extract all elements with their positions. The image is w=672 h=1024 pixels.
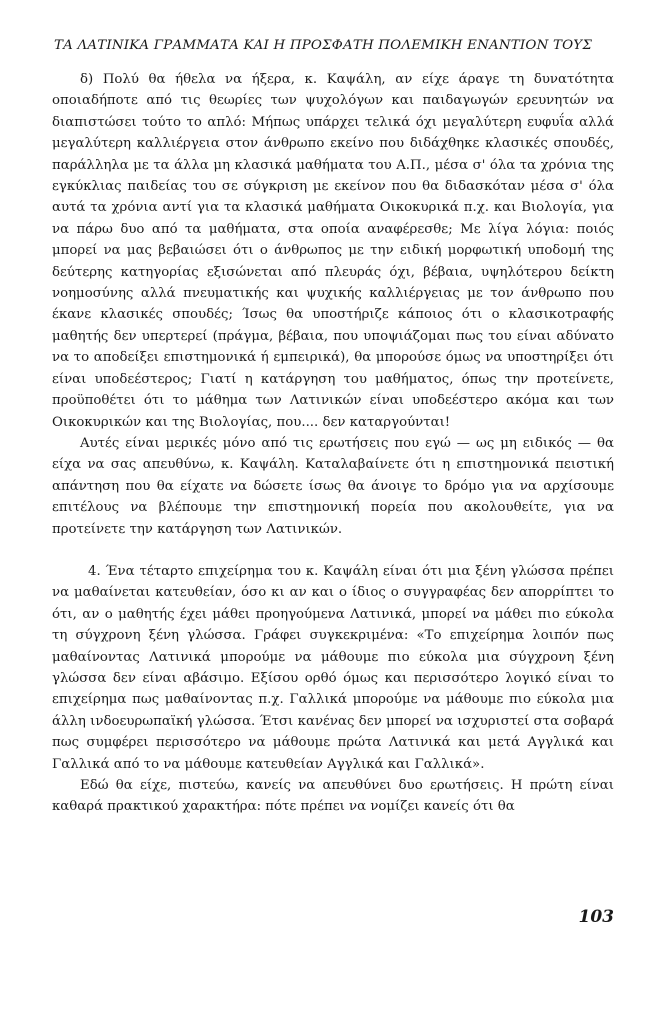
running-head-title: ΤΑ ΛΑΤΙΝΙΚΑ ΓΡΑΜΜΑΤΑ ΚΑΙ Η ΠΡΟΣΦΑΤΗ ΠΟΛΕΜΙΚΗ ΕΝΑΝΤΙΟΝ ΤΟΥΣ xyxy=(54,38,592,53)
paragraph-two-questions: Εδώ θα είχε, πιστεύω, κανείς να απευθύνει δυο ερωτήσεις. Η πρώτη είναι καθαρά πρακτικού χαρακτήρα: πότε πρέπει να νομίζει κανείς ότι θα xyxy=(52,778,614,815)
page-number: 103 xyxy=(578,907,614,927)
paragraph-item-d: δ) Πολύ θα ήθελα να ήξερα, κ. Καψάλη, αν είχε άραγε τη δυνατότητα οποιαδήποτε από τις θεωρίες των ψυχολόγων και παιδαγωγών ερευνητών να διαπιστώσει τούτο το απλό: Μήπως υπάρχει τελικά όχι μεγαλύτερη ευφυΐα αλλά μεγαλύτερη καλλιέργεια στον άνθρωπο εκείνο που διδάχθηκε κλασικές σπουδές, παράλληλα με τα άλλα μη κλασικά μαθήματα του Α.Π., μέσα σ' όλα τα χρόνια της εγκύκλιας παιδείας του σε σύγκριση με εκείνον που θα διδασκόταν μέσα σ' όλα αυτά τα χρόνια αντί για τα κλασικά μαθήματα Οικοκυρικά π.χ. και Βιολογία, για να πάρω δυο από τα μαθήματα, στα οποία αναφέρεσθε; Με λίγα λόγια: ποιός μπορεί να μας βεβαιώσει ότι ο άνθρωπος με την ειδική μορφωτική υποδομή της δεύτερης κατηγορίας εξισώνεται από πλευράς όχι, βέβαια, υψηλότερου δείκτη νοημοσύνης αλλά πνευματικής και ψυχικής καλλιέργειας με τον άνθρωπο που έκανε κλασικές σπουδές; Ίσως θα υποστήριζε κάποιος ότι ο κλασικοτραφής μαθητής δεν υπερτερεί (πράγμα, βέβαια, που υποψιάζομαι πως του είναι αδύνατο να το αποδείξει επιστημονικά ή εμπειρικά), θα μπορούσε όμως να υποστηρίξει ότι είναι υποδεέστερος; Γιατί η κατάργηση του μαθήματος, όπως την προτείνετε, προϋποθέτει ότι το μάθημα των Λατινικών είναι υποδεέστερο ακόμα και των Οικοκυρικών και της Βιολογίας, που.... δεν καταργούνται! xyxy=(52,72,614,430)
paragraph-questions-summary: Αυτές είναι μερικές μόνο από τις ερωτήσεις που εγώ — ως μη ειδικός — θα είχα να σας απευθύνω, κ. Καψάλη. Καταλαβαίνετε ότι η επιστημονικά πειστική απάντηση που θα είχατε να δώσετε ίσως θα άνοιγε το δρόμο για να αρχίσουμε επιτέλους να βλέπουμε την επιστημονική πορεία που ακολουθείτε, για να προτείνετε την κατάργηση των Λατινικών. xyxy=(52,435,614,537)
section-gap xyxy=(52,540,614,561)
paragraph-section-4: 4. Ένα τέταρτο επιχείρημα του κ. Καψάλη είναι ότι μια ξένη γλώσσα πρέπει να μαθαίνεται κατευθείαν, όσο κι αν και ο ίδιος ο συγγραφέας δεν απορρίπτει το ότι, αν ο μαθητής έχει μάθει προηγούμενα Λατινικά, μπορεί να μάθει πιο εύκολα τη σύγχρονη ξένη γλώσσα. Γράφει συγκεκριμένα: «Το επιχείρημα λοιπόν πως μαθαίνοντας Λατινικά μπορούμε να μάθουμε πιο εύκολα μια σύγχρονη ξένη γλώσσα δεν είναι αβάσιμο. Εξίσου ορθό όμως και περισσότερο λογικό είναι το επιχείρημα πως μαθαίνοντας π.χ. Γαλλικά μπορούμε να μάθουμε πιο εύκολα μια άλλη ινδοευρωπαϊκή γλώσσα. Έτσι κανένας δεν μπορεί να ισχυριστεί στα σοβαρά πως συμφέρει περισσότερο να μάθουμε πρώτα Λατινικά και μετά Αγγλικά και Γαλλικά από το να μάθουμε κατευθείαν Αγγλικά και Γαλλικά». xyxy=(52,563,614,772)
